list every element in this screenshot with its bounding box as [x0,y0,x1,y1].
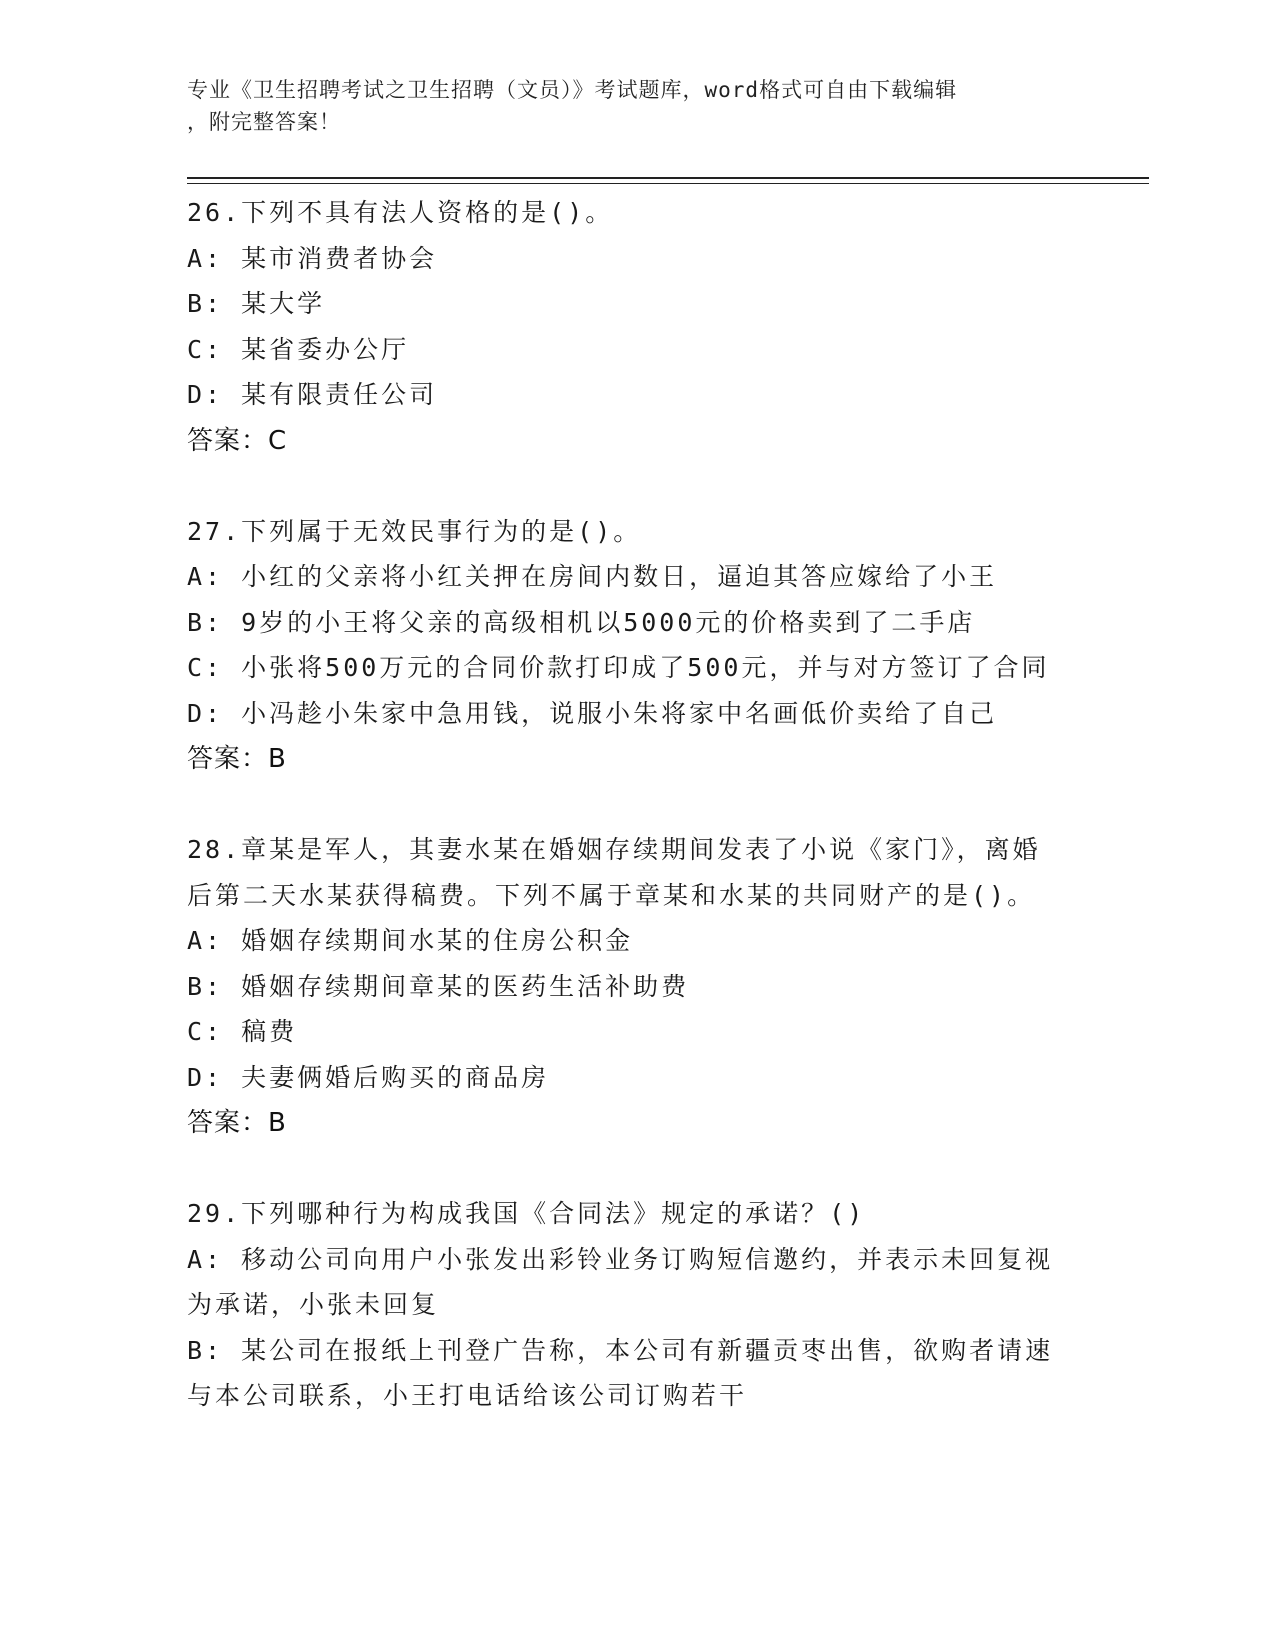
option-d: D: 某有限责任公司 [187,380,438,409]
header-divider [187,177,1149,179]
header-line: 专业《卫生招聘考试之卫生招聘（文员）》考试题库，word格式可自由下载编辑 [187,78,958,102]
answer-label: 答案：C [187,425,288,456]
option-c: C: 稿费 [187,1017,298,1046]
option-b: B: 某公司在报纸上刊登广告称，本公司有新疆贡枣出售，欲购者请速 [187,1335,1054,1365]
question-29 [187,1191,1087,1419]
option-c: C: 小张将500万元的合同价款打印成了500元，并与对方签订了合同 [187,653,1050,682]
option-b: B: 婚姻存续期间章某的医药生活补助费 [187,971,690,1001]
option-c: C: 某省委办公厅 [187,334,410,364]
answer-label: 答案：B [187,744,287,774]
question-stem: 29.下列哪种行为构成我国《合同法》规定的承诺？() [187,1199,866,1228]
question-stem: 28.章某是军人，其妻水某在婚姻存续期间发表了小说《家门》，离婚 [187,835,1041,864]
question-stem: 27.下列属于无效民事行为的是()。 [187,516,642,546]
question-stem: 26.下列不具有法人资格的是()。 [187,198,614,227]
question-list [187,190,1087,1464]
option-d: D: 夫妻俩婚后购买的商品房 [187,1062,550,1092]
answer-label: 答案：B [187,1108,287,1138]
option-a: A: 小红的父亲将小红关押在房间内数日，逼迫其答应嫁给了小王 [187,562,998,591]
question-27 [187,509,1087,783]
option-a: 为承诺，小张未回复 [187,1290,440,1319]
header-divider [187,183,1149,184]
question-28 [187,827,1087,1146]
page-header [187,74,1067,138]
option-b: 与本公司联系，小王打电话给该公司订购若干 [187,1381,748,1410]
option-d: D: 小冯趁小朱家中急用钱，说服小朱将家中名画低价卖给了自己 [187,698,998,728]
option-a: A: 移动公司向用户小张发出彩铃业务订购短信邀约，并表示未回复视 [187,1244,1054,1274]
question-stem: 后第二天水某获得稿费。下列不属于章某和水某的共同财产的是()。 [187,880,1036,910]
option-b: B: 9岁的小王将父亲的高级相机以5000元的价格卖到了二手店 [187,607,976,637]
option-b: B: 某大学 [187,289,326,318]
question-26 [187,190,1087,464]
option-a: A: 婚姻存续期间水某的住房公积金 [187,926,634,955]
header-line: ，附完整答案！ [187,110,341,134]
option-a: A: 某市消费者协会 [187,243,438,273]
